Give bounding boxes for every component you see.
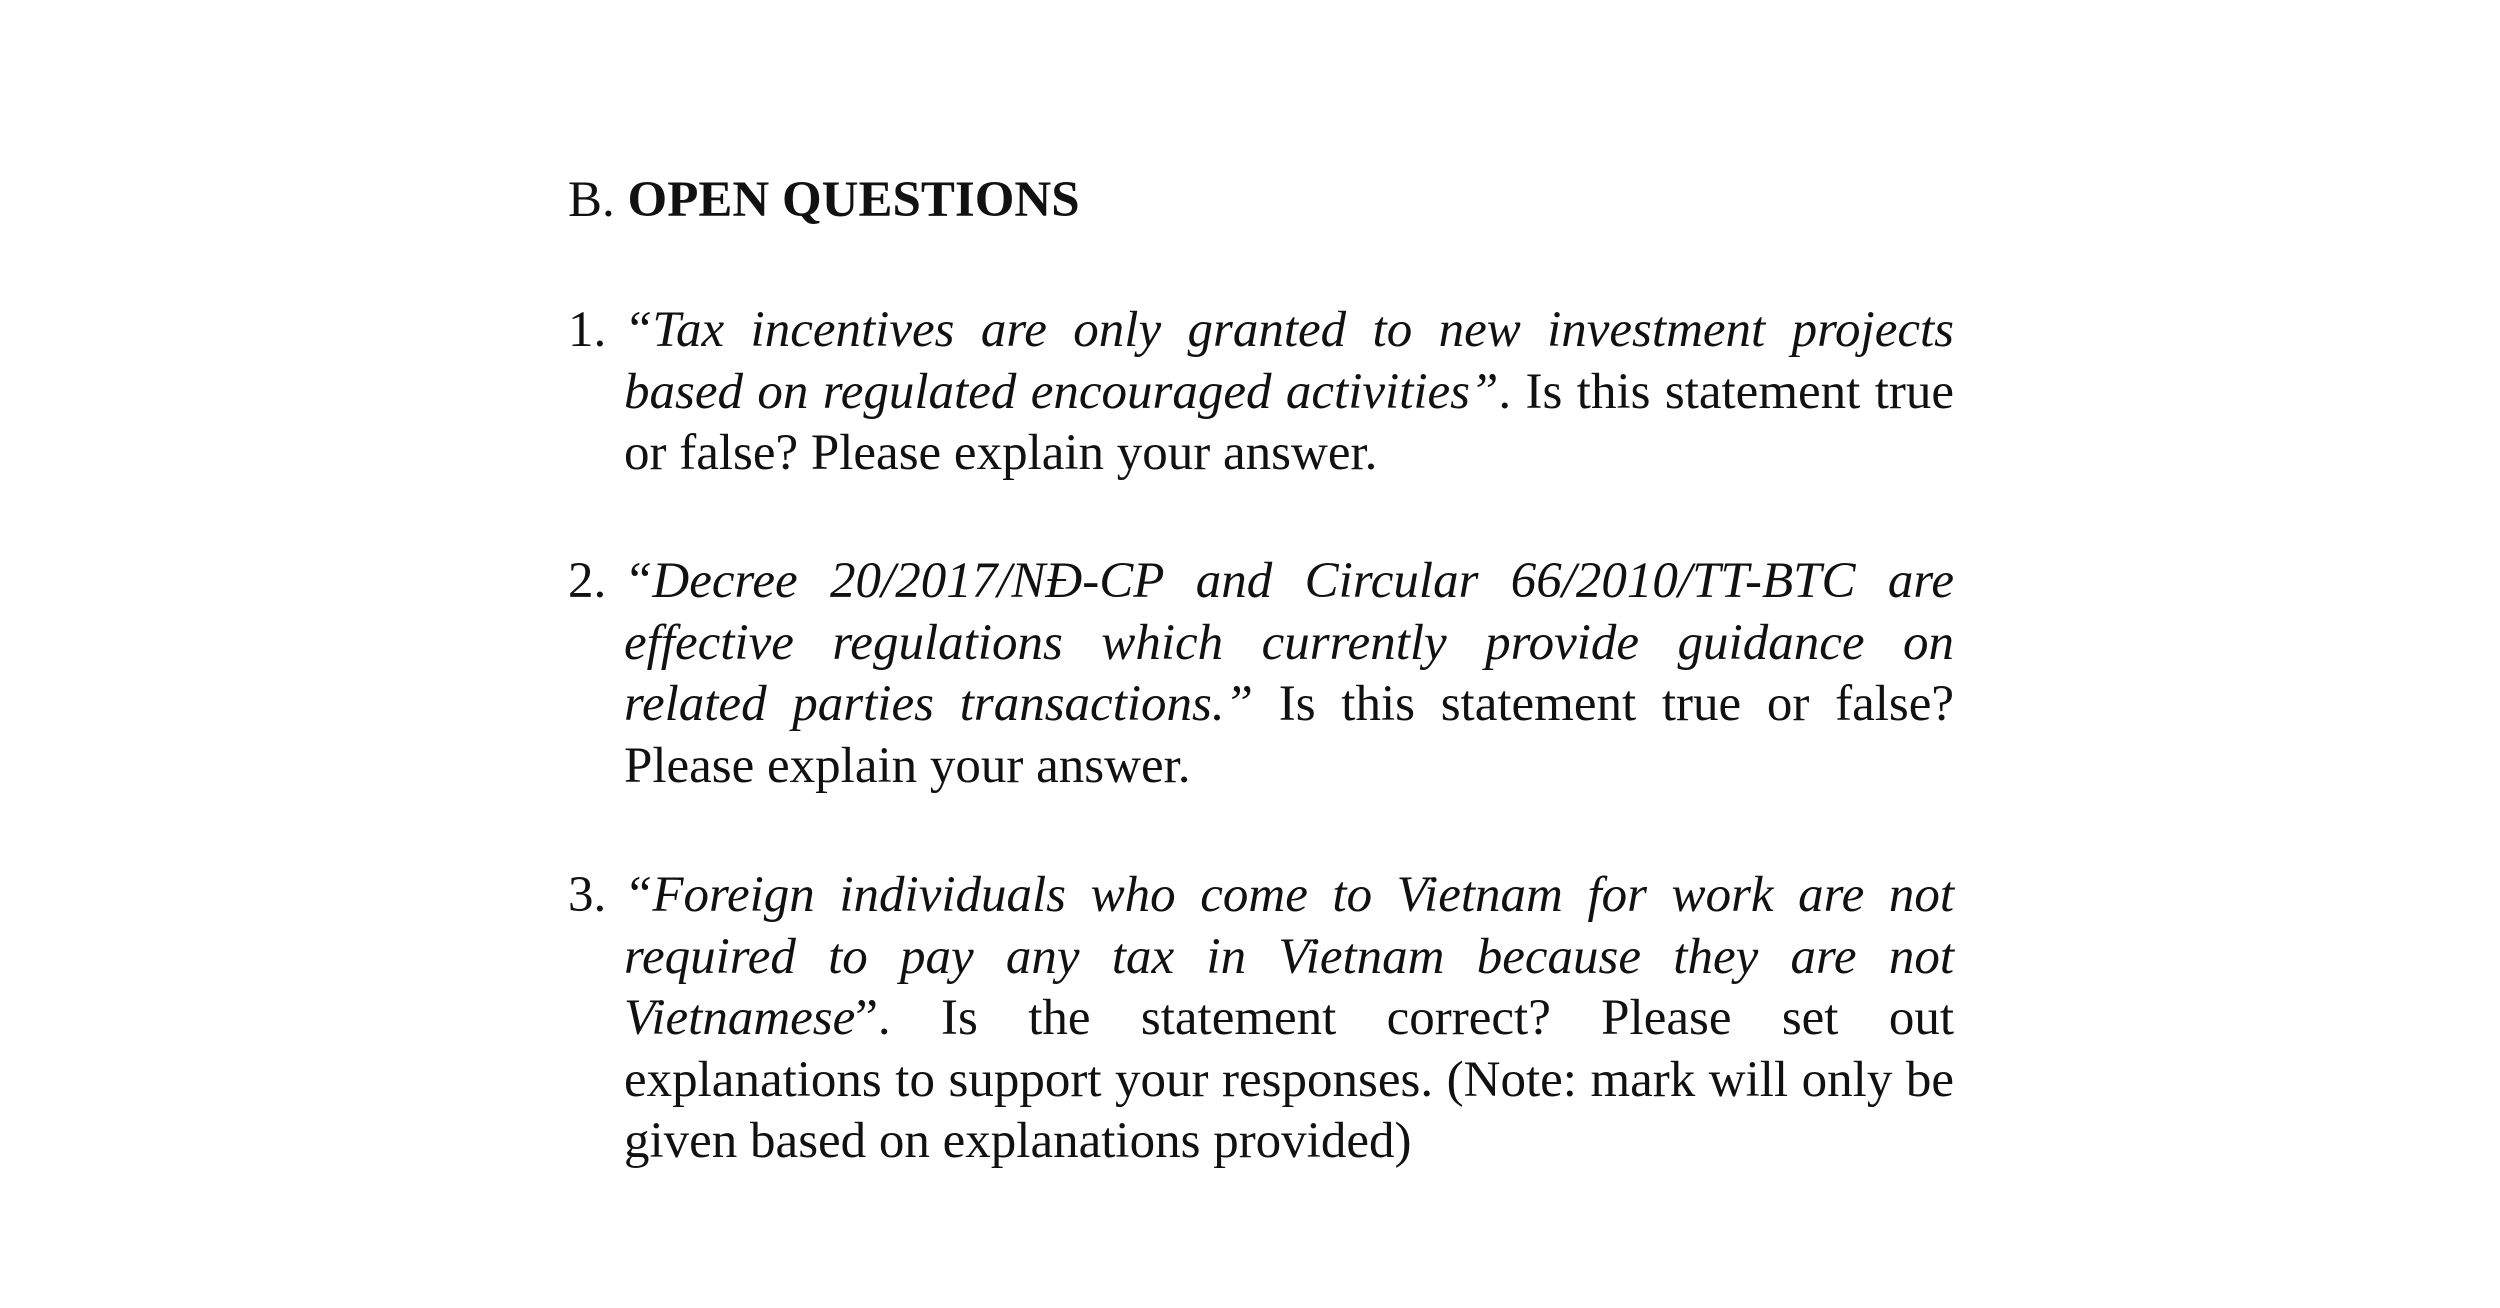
question-body [624,300,1954,485]
question-quote: “Tax incentives are only granted to new investment projects based on regulated encouraged activities” [624,302,1954,420]
question-item-1 [568,300,1954,485]
section-letter: B. [568,172,615,228]
question-number: 1. [568,302,607,358]
question-text: ”. Is the statement correct? Please set out explanations to support your responses. (Note: mark will only be given based on explanations provided) [624,990,1954,1169]
question-quote: “Foreign individuals who come to Vietnam for work are not required to pay any tax in Vietnam because they are not Vietnamese [624,867,1954,1046]
question-quote: “Decree 20/2017/NĐ-CP and Circular 66/2010/TT-BTC are effective regulations which currently provide guidance on related parties transactions.” [624,553,1954,732]
question-item-2 [568,551,1954,797]
section-heading [568,168,1080,232]
question-number: 2. [568,553,607,609]
question-body [624,551,1954,797]
section-title: OPEN QUESTIONS [627,172,1080,228]
question-text: Is this statement true or false? Please explain your answer. [624,676,1954,794]
question-body [624,865,1954,1173]
question-text: . Is this statement true or false? Please explain your answer. [624,363,1954,481]
question-number: 3. [568,867,607,923]
question-item-3 [568,865,1954,1173]
